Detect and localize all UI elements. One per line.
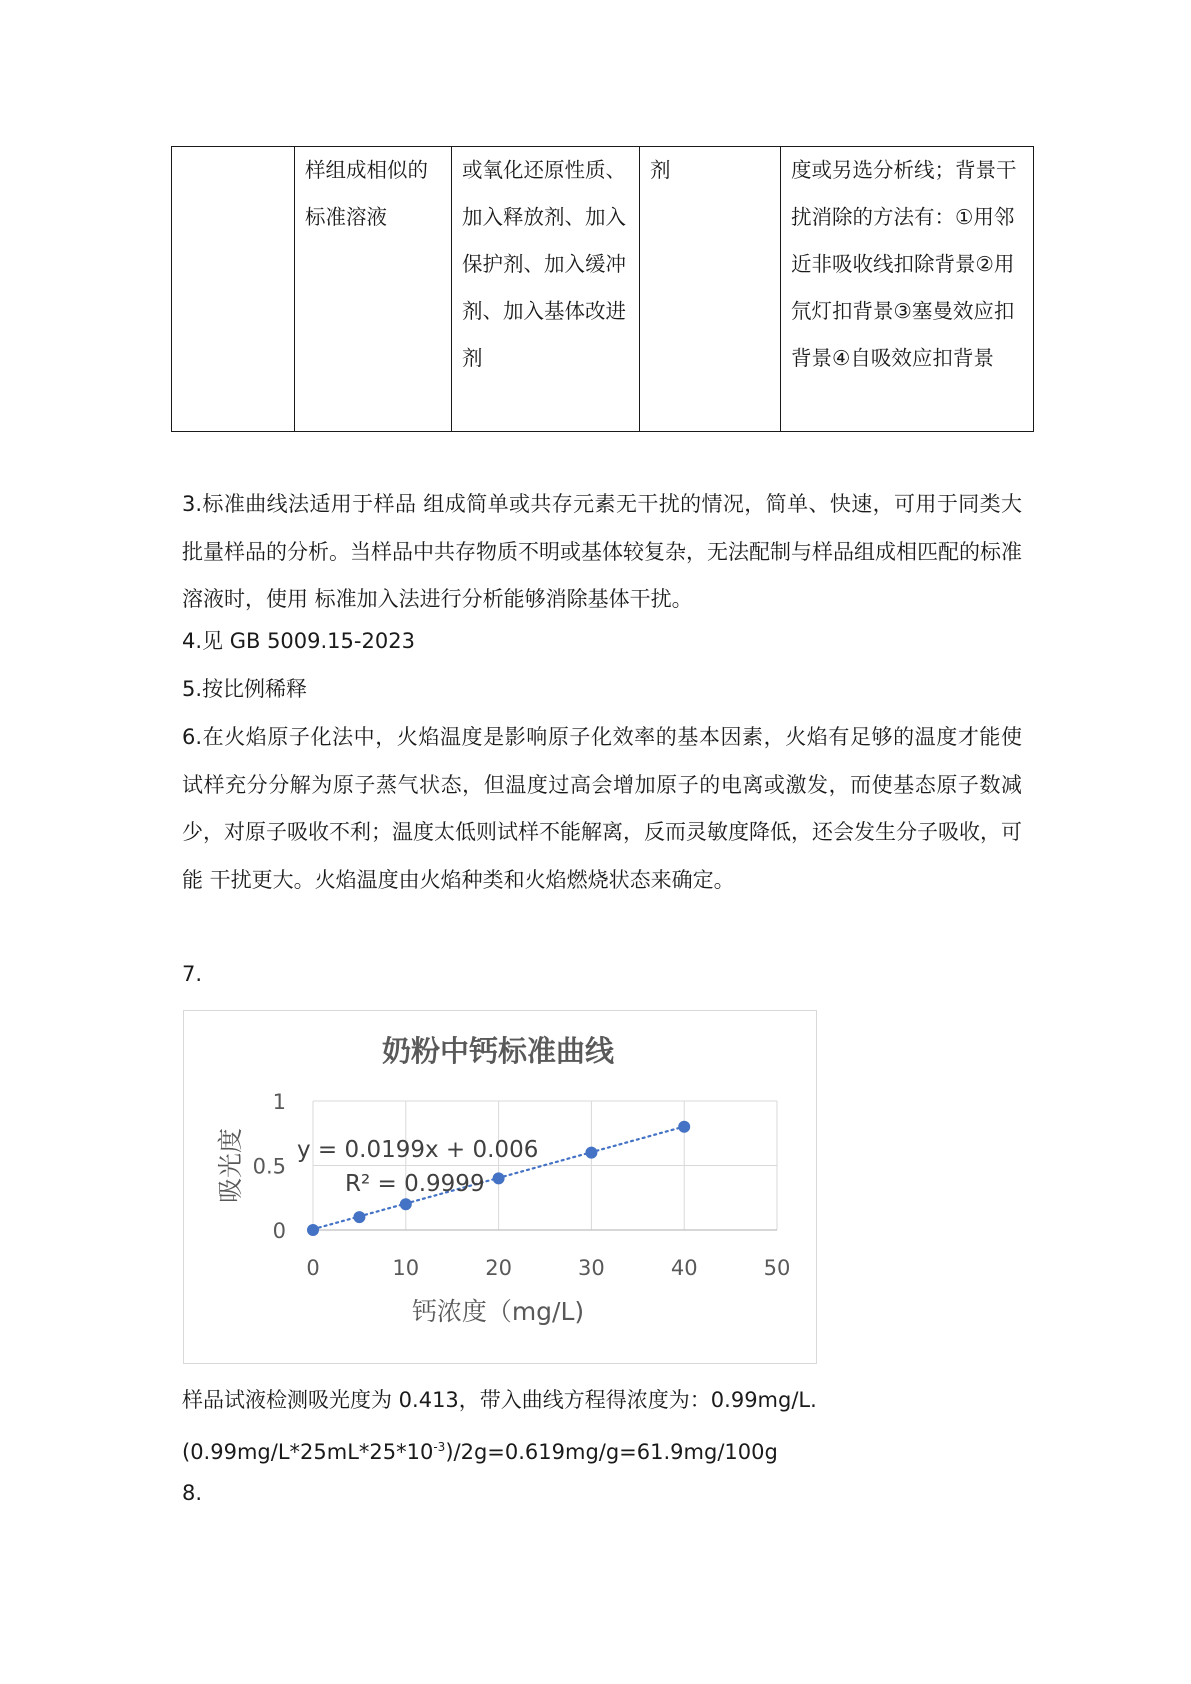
y-axis-title: 吸光度	[216, 1127, 245, 1204]
x-tick-label: 40	[670, 1256, 698, 1280]
data-point	[678, 1121, 690, 1133]
data-point	[353, 1211, 365, 1223]
trendline-equation: y = 0.0199x + 0.006	[297, 1137, 539, 1163]
calc-text-pre: (0.99mg/L*25mL*25*10	[182, 1440, 434, 1464]
x-tick-label: 30	[578, 1256, 605, 1280]
answer-item-5: 5.按比例稀释	[182, 677, 308, 701]
y-tick-label: 1	[272, 1090, 286, 1114]
answer-item-6: 6.在火焰原子化法中，火焰温度是影响原子化效率的基本因素，火焰有足够的温度才能使 试样充分分解为原子蒸气状态，但温度过高会增加原子的电离或激发，而使基态原子数减 少，对原子吸收不利；温度太低则试样不能解离，反而灵敏度降低，还会发生分子吸收，可能 干扰更大。火焰温度由火焰种类和火焰燃烧状态来确定。	[182, 725, 1022, 892]
answer-table-fragment	[171, 146, 1034, 432]
trendline-r-squared: R² = 0.9999	[345, 1171, 485, 1197]
answer-item-7: 7.	[182, 962, 203, 986]
x-tick-label: 0	[306, 1256, 320, 1280]
table-cell-4: 剂	[640, 147, 781, 432]
table-cell-2: 样组成相似的标准溶液	[295, 147, 452, 432]
x-tick-label: 20	[485, 1256, 512, 1280]
calc-exponent: -3	[433, 1440, 446, 1454]
calc-text-post: )/2g=0.619mg/g=61.9mg/100g	[445, 1440, 778, 1464]
data-point	[400, 1198, 412, 1210]
answer-item-3: 3.标准曲线法适用于样品 组成简单或共存元素无干扰的情况，简单、快速，可用于同类大批量样品的分析。当样品中共存物质不明或基体较复杂，无法配制与样品组成相匹配的标准溶液时，使用 标准加入法进行分析能够消除基体干扰。	[182, 492, 1022, 611]
chart-canvas	[184, 1011, 816, 1363]
table-cell-5: 度或另选分析线；背景干扰消除的方法有：①用邻近非吸收线扣除背景②用氘灯扣背景③塞曼效应扣背景④自吸效应扣背景	[781, 147, 1034, 432]
answer-item-4: 4.见 GB 5009.15-2023	[182, 629, 415, 653]
data-point	[493, 1172, 505, 1184]
calibration-chart	[183, 1010, 817, 1364]
y-tick-label: 0.5	[252, 1154, 286, 1179]
x-tick-label: 10	[392, 1256, 420, 1280]
result-line: 样品试液检测吸光度为 0.413，带入曲线方程得浓度为：0.99mg/L.	[182, 1388, 817, 1412]
answer-item-8: 8.	[182, 1481, 203, 1505]
y-tick-label: 0	[272, 1219, 286, 1243]
table-cell-3: 或氧化还原性质、加入释放剂、加入保护剂、加入缓冲剂、加入基体改进剂	[452, 147, 640, 432]
chart-title: 奶粉中钙标准曲线	[381, 1034, 615, 1068]
table-cell-1	[172, 147, 295, 432]
x-axis-title: 钙浓度（mg/L)	[411, 1297, 585, 1326]
x-tick-label: 50	[763, 1256, 791, 1280]
table-row	[172, 147, 1034, 432]
calculation-line	[182, 1432, 778, 1467]
data-point	[585, 1147, 597, 1159]
data-point	[307, 1224, 319, 1236]
